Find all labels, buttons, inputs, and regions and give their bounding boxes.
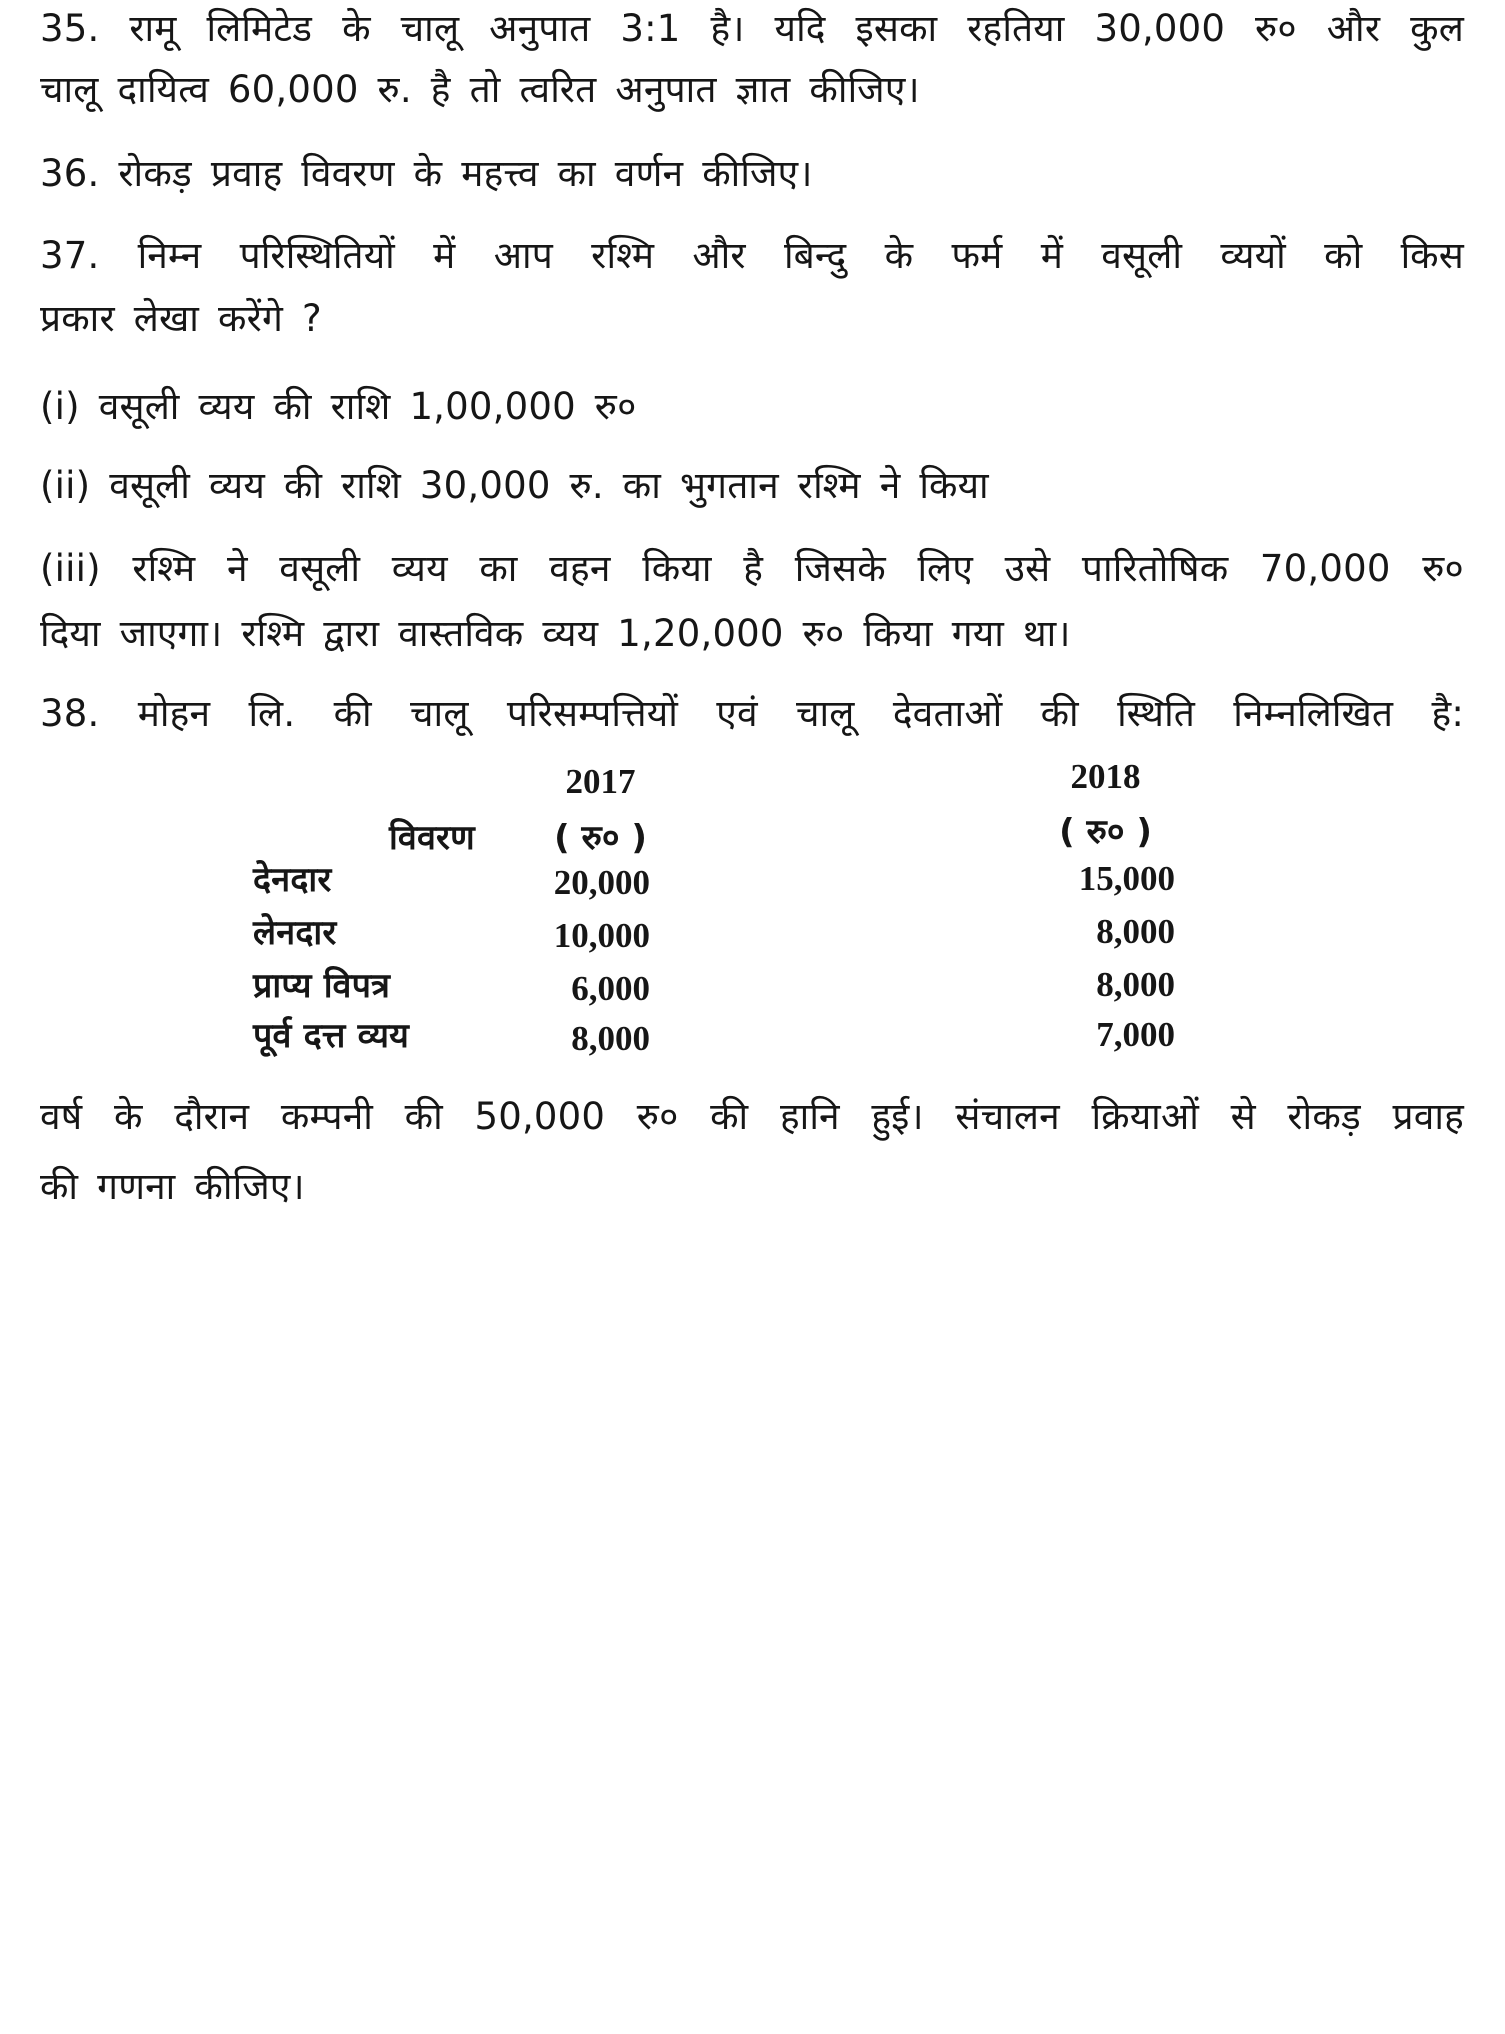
table-row-1-value-2017: 20,000	[553, 863, 650, 902]
question-37-item-iii-line-1: (iii) रश्मि ने वसूली व्यय का वहन किया है जिसके लिए उसे पारितोषिक 70,000 रु०	[40, 547, 1464, 590]
table-row-3-label: प्राप्य विपत्र	[253, 966, 391, 1006]
table-row-3-value-2018: 8,000	[1096, 965, 1175, 1004]
table-row-2-value-2018: 8,000	[1096, 912, 1175, 951]
question-35-line-2: चालू दायित्व 60,000 रु. है तो त्वरित अनुपात ज्ञात कीजिए।	[40, 68, 920, 111]
table-row-3-value-2017: 6,000	[571, 969, 650, 1008]
table-row-4-value-2018: 7,000	[1096, 1015, 1175, 1054]
question-36-line-1: 36. रोकड़ प्रवाह विवरण के महत्त्व का वर्णन कीजिए।	[40, 152, 813, 195]
table-header-year-2017: 2017	[565, 762, 636, 801]
table-header-currency-2017: ( रु० )	[554, 818, 647, 858]
question-37-item-i: (i) वसूली व्यय की राशि 1,00,000 रु०	[40, 385, 637, 428]
question-38-line-1: 38. मोहन लि. की चालू परिसम्पत्तियों एवं चालू देवताओं की स्थिति निम्नलिखित है:	[40, 692, 1464, 735]
closing-line-2: की गणना कीजिए।	[40, 1165, 305, 1208]
table-row-1-value-2018: 15,000	[1078, 859, 1175, 898]
table-row-2-value-2017: 10,000	[553, 916, 650, 955]
table-header-year-2018: 2018	[1070, 757, 1141, 796]
question-37-item-ii: (ii) वसूली व्यय की राशि 30,000 रु. का भुगतान रश्मि ने किया	[40, 464, 989, 507]
table-row-4-value-2017: 8,000	[571, 1019, 650, 1058]
table-header-particulars: विवरण	[389, 818, 475, 858]
question-37-item-iii-line-2: दिया जाएगा। रश्मि द्वारा वास्तविक व्यय 1,20,000 रु० किया गया था।	[40, 612, 1071, 655]
question-37-line-2: प्रकार लेखा करेंगे ?	[40, 297, 322, 340]
question-35-line-1: 35. रामू लिमिटेड के चालू अनुपात 3:1 है। यदि इसका रहतिया 30,000 रु० और कुल	[40, 7, 1464, 50]
table-row-1-label: देनदार	[253, 860, 332, 900]
question-37-line-1: 37. निम्न परिस्थितियों में आप रश्मि और बिन्दु के फर्म में वसूली व्ययों को किस	[40, 234, 1464, 277]
closing-line-1: वर्ष के दौरान कम्पनी की 50,000 रु० की हानि हुई। संचालन क्रियाओं से रोकड़ प्रवाह	[40, 1095, 1464, 1138]
table-row-2-label: लेनदार	[253, 913, 337, 953]
table-row-4-label: पूर्व दत्त व्यय	[253, 1016, 410, 1056]
table-header-currency-2018: ( रु० )	[1059, 812, 1152, 852]
